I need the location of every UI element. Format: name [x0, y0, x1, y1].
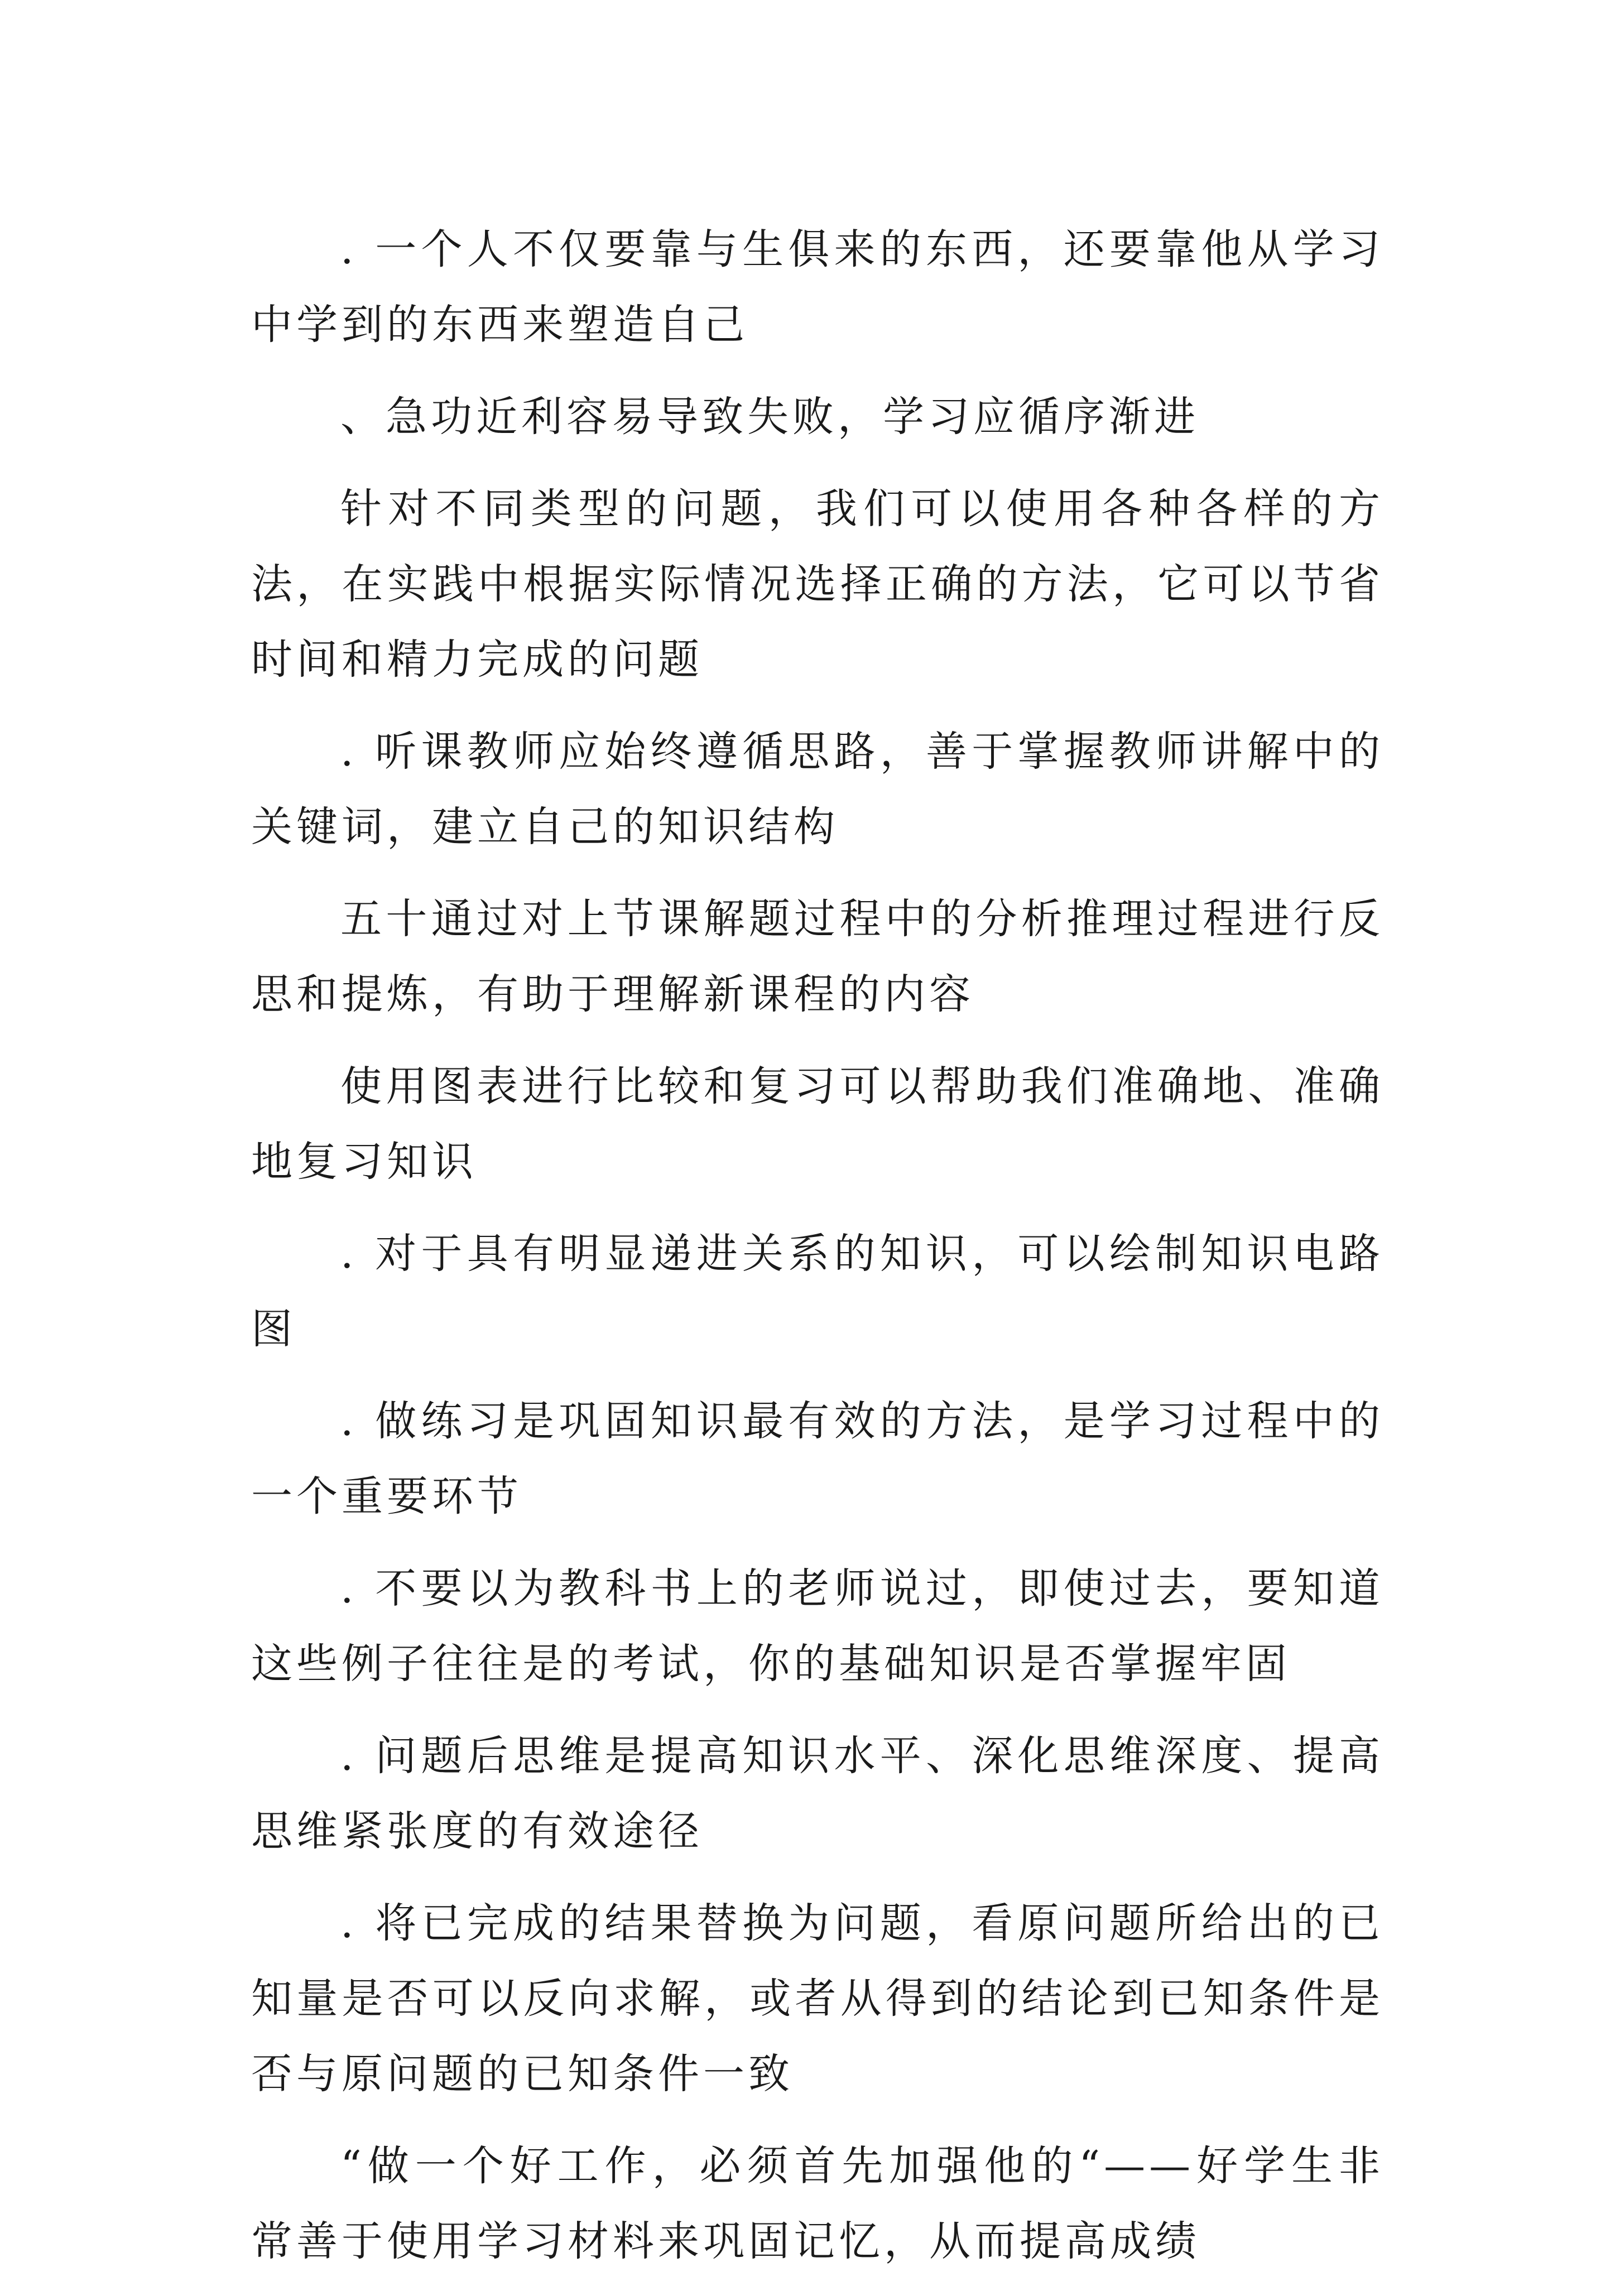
- paragraph-8: . 做练习是巩固知识最有效的方法，是学习过程中的一个重要环节: [251, 1397, 1384, 1520]
- paragraph-7: . 对于具有明显递进关系的知识，可以绘制知识电路图: [251, 1230, 1384, 1353]
- paragraph-3: 针对不同类型的问题，我们可以使用各种各样的方法，在实践中根据实际情况选择正确的方法，它可以节省时间和精力完成的问题: [251, 485, 1384, 683]
- paragraph-11: . 将已完成的结果替换为问题，看原问题所给出的已知量是否可以反向求解，或者从得到的结论到已知条件是否与原问题的已知条件一致: [251, 1899, 1384, 2098]
- paragraph-9: . 不要以为教科书上的老师说过，即使过去，要知道这些例子往往是的考试，你的基础知识是否掌握牢固: [251, 1565, 1384, 1688]
- paragraph-6: 使用图表进行比较和复习可以帮助我们准确地、准确地复习知识: [251, 1062, 1384, 1186]
- paragraph-5: 五十通过对上节课解题过程中的分析推理过程进行反思和提炼，有助于理解新课程的内容: [251, 895, 1384, 1018]
- paragraph-4: . 听课教师应始终遵循思路，善于掌握教师讲解中的关键词，建立自己的知识结构: [251, 728, 1384, 851]
- paragraph-1: . 一个人不仅要靠与生俱来的东西，还要靠他从学习中学到的东西来塑造自己: [251, 225, 1384, 349]
- paragraph-12: “做一个好工作，必须首先加强他的“——好学生非常善于使用学习材料来巩固记忆，从而提高成绩: [251, 2142, 1384, 2265]
- paragraph-2: 、急功近利容易导致失败，学习应循序渐进: [340, 393, 1199, 441]
- paragraph-10: . 问题后思维是提高知识水平、深化思维深度、提高思维紧张度的有效途径: [251, 1732, 1384, 1855]
- document-page: [251, 212, 1384, 2296]
